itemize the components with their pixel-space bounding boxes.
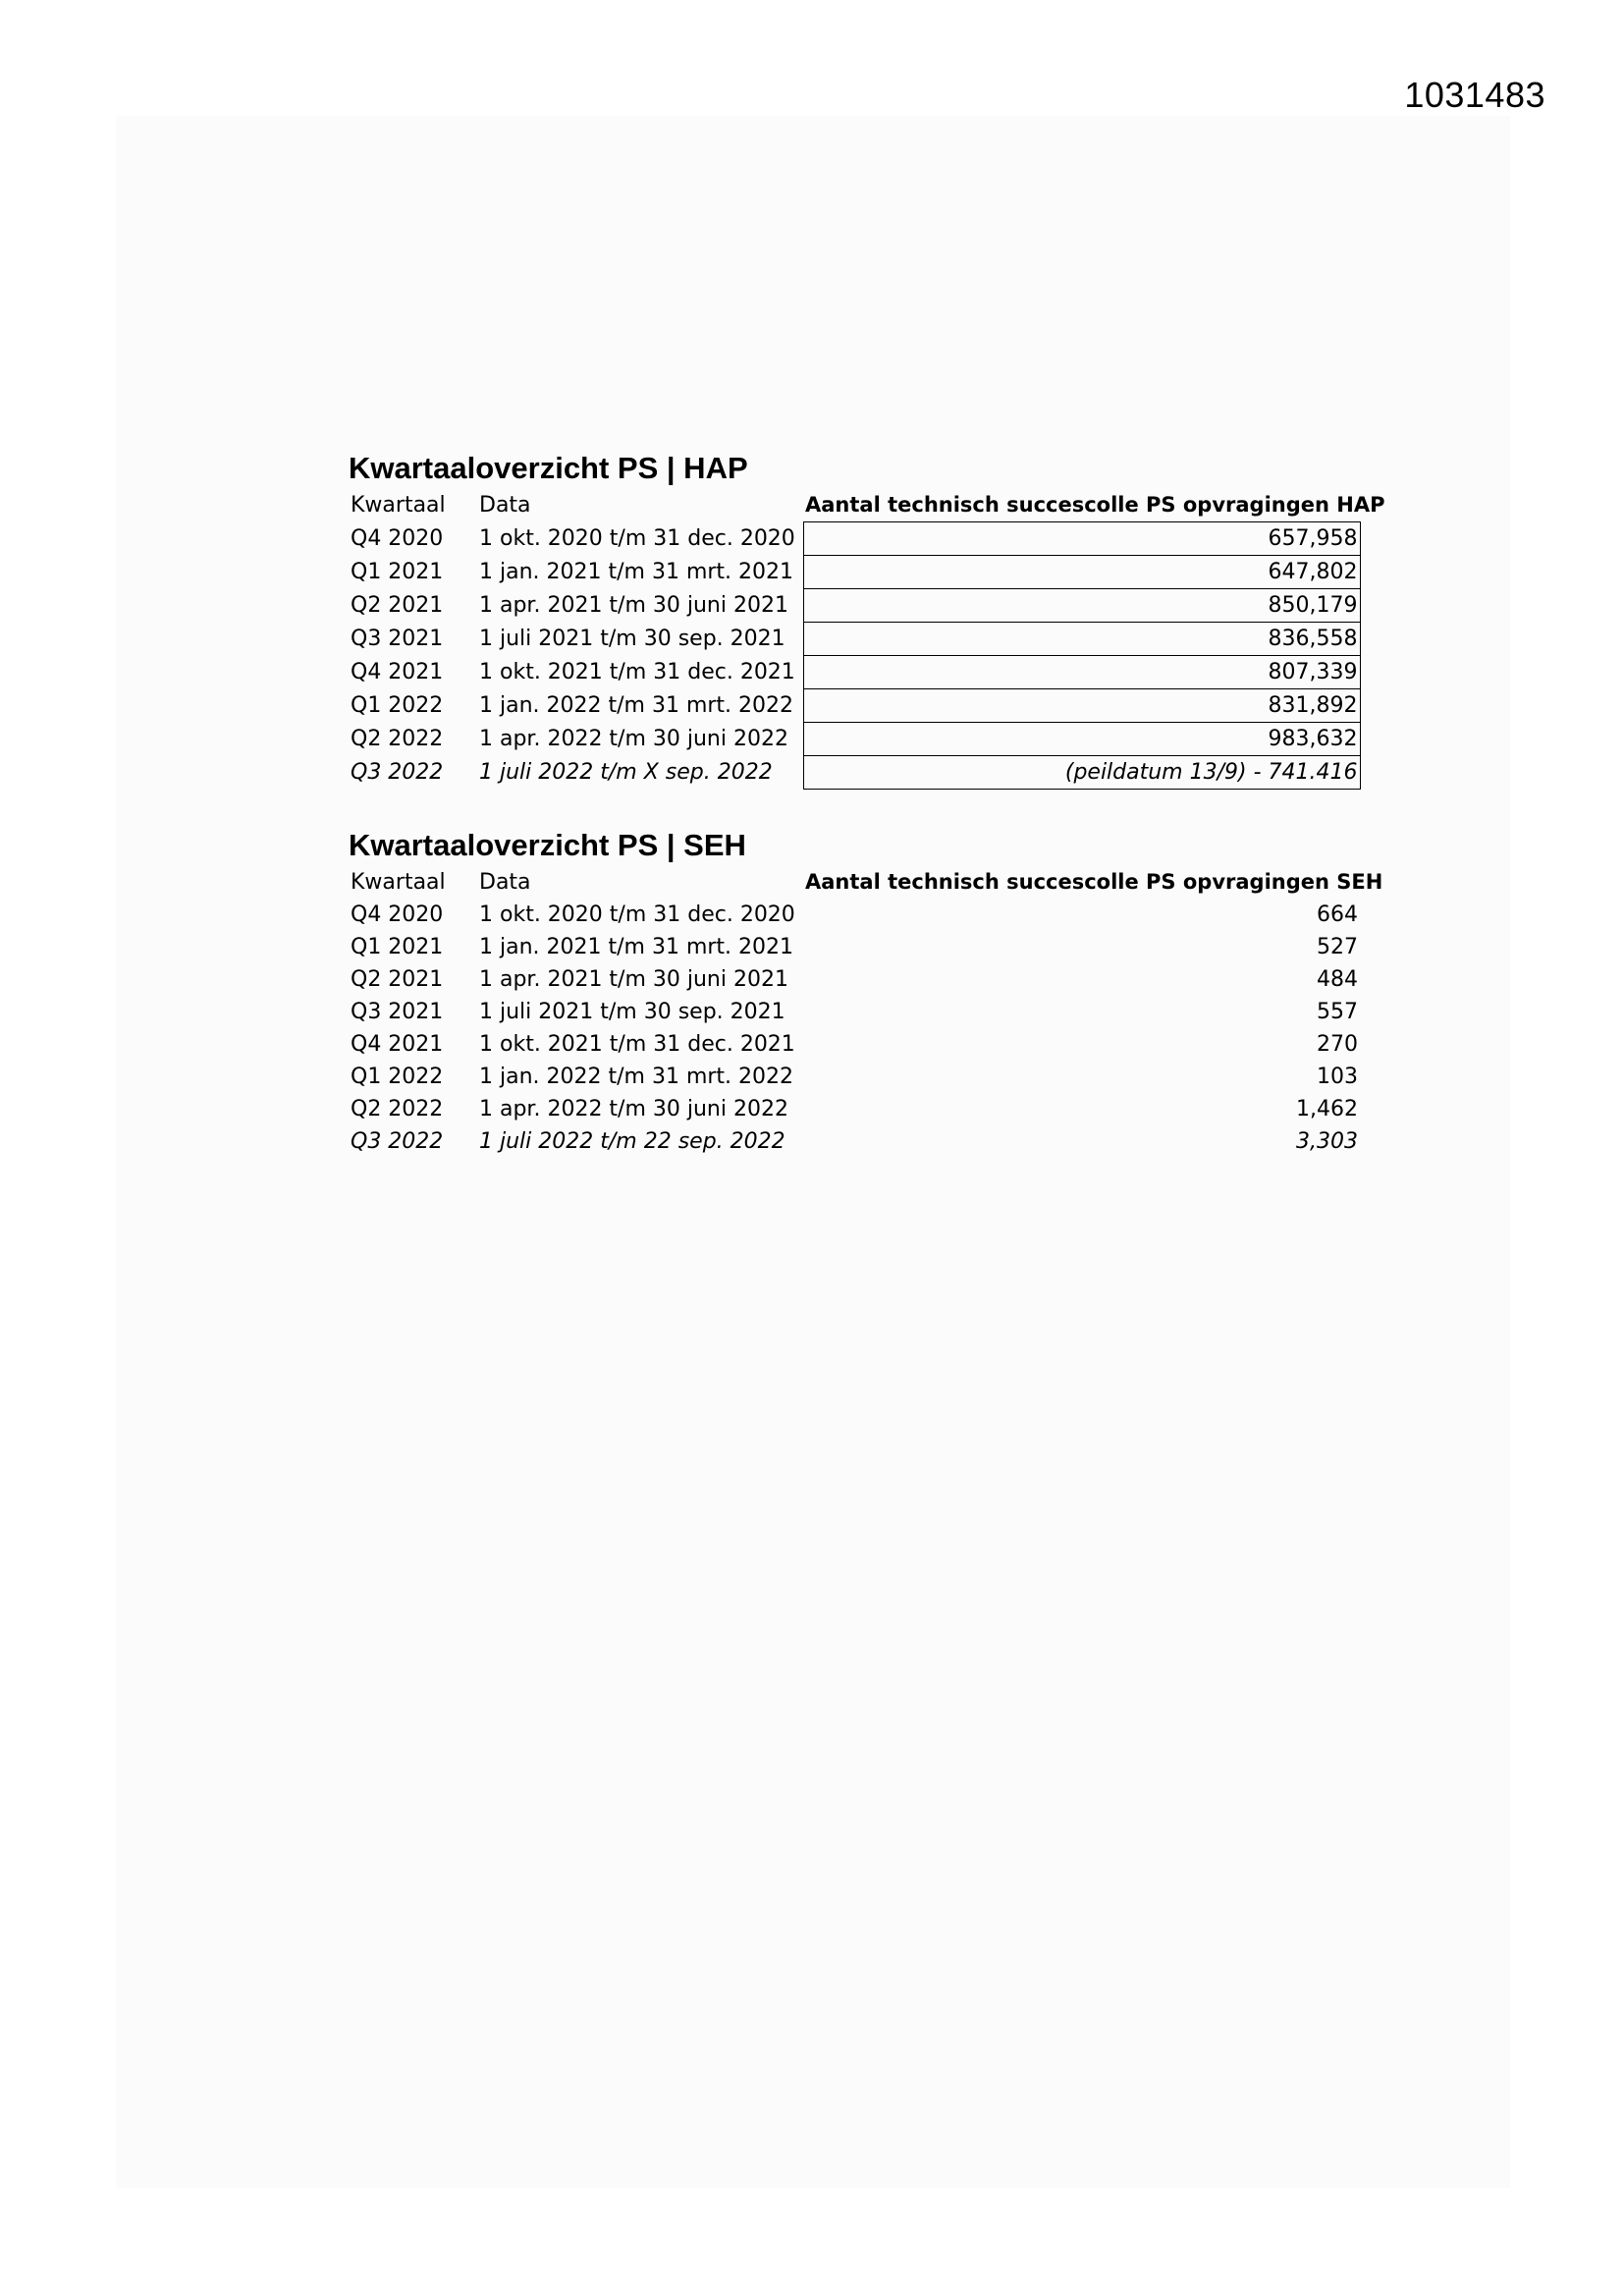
data-cell: 1 okt. 2021 t/m 31 dec. 2021 bbox=[479, 660, 795, 684]
data-cell: 1 juli 2022 t/m 22 sep. 2022 bbox=[479, 1129, 785, 1154]
value-cell: 647,802 bbox=[803, 556, 1360, 589]
hap-header-data: Data bbox=[479, 493, 531, 519]
kwartaal-cell: Q4 2021 bbox=[351, 1032, 444, 1057]
data-cell: 1 jan. 2022 t/m 31 mrt. 2022 bbox=[479, 1065, 794, 1089]
hap-section-title: Kwartaaloverzicht PS | HAP bbox=[349, 451, 748, 485]
kwartaal-cell: Q4 2020 bbox=[351, 902, 444, 927]
table-row bbox=[349, 756, 1360, 790]
data-cell: 1 jan. 2022 t/m 31 mrt. 2022 bbox=[479, 693, 794, 718]
value-cell: 527 bbox=[1317, 935, 1358, 959]
value-cell: 1,462 bbox=[1296, 1097, 1358, 1121]
table-row bbox=[349, 522, 1360, 556]
kwartaal-cell: Q1 2022 bbox=[351, 1065, 444, 1089]
table-row bbox=[349, 589, 1360, 623]
data-cell: 1 juli 2021 t/m 30 sep. 2021 bbox=[479, 1000, 785, 1024]
value-cell: 836,558 bbox=[803, 623, 1360, 656]
kwartaal-cell: Q3 2022 bbox=[351, 1129, 444, 1154]
table-row bbox=[349, 1125, 1360, 1158]
seh-section-title: Kwartaaloverzicht PS | SEH bbox=[349, 828, 746, 862]
data-cell: 1 jan. 2021 t/m 31 mrt. 2021 bbox=[479, 560, 794, 584]
kwartaal-cell: Q2 2021 bbox=[351, 967, 444, 992]
data-cell: 1 juli 2022 t/m X sep. 2022 bbox=[479, 760, 773, 785]
document-number: 1031483 bbox=[1404, 75, 1545, 115]
value-cell: 557 bbox=[1317, 1000, 1358, 1024]
value-cell: 664 bbox=[1317, 902, 1358, 927]
table-row bbox=[349, 623, 1360, 656]
seh-header-data: Data bbox=[479, 870, 531, 895]
seh-header-kwartaal: Kwartaal bbox=[351, 870, 446, 895]
kwartaal-cell: Q2 2022 bbox=[351, 1097, 444, 1121]
data-cell: 1 apr. 2022 t/m 30 juni 2022 bbox=[479, 1097, 788, 1121]
data-cell: 1 jan. 2021 t/m 31 mrt. 2021 bbox=[479, 935, 794, 959]
kwartaal-cell: Q3 2021 bbox=[351, 627, 444, 651]
hap-header-row bbox=[349, 489, 1360, 522]
table-row bbox=[349, 996, 1360, 1028]
table-row bbox=[349, 931, 1360, 963]
data-cell: 1 okt. 2021 t/m 31 dec. 2021 bbox=[479, 1032, 795, 1057]
value-cell: (peildatum 13/9) - 741.416 bbox=[803, 756, 1360, 790]
value-cell: 807,339 bbox=[803, 656, 1360, 689]
table-row bbox=[349, 899, 1360, 931]
data-cell: 1 apr. 2021 t/m 30 juni 2021 bbox=[479, 967, 788, 992]
value-cell: 850,179 bbox=[803, 589, 1360, 623]
hap-section bbox=[349, 448, 1385, 790]
seh-header-value: Aantal technisch succescolle PS opvragingen SEH bbox=[805, 870, 1383, 894]
table-row bbox=[349, 656, 1360, 689]
value-cell: 3,303 bbox=[1296, 1129, 1358, 1154]
table-row bbox=[349, 1028, 1360, 1061]
kwartaal-cell: Q1 2022 bbox=[351, 693, 444, 718]
value-cell: 484 bbox=[1317, 967, 1358, 992]
table-row bbox=[349, 556, 1360, 589]
table-row bbox=[349, 723, 1360, 756]
data-cell: 1 apr. 2021 t/m 30 juni 2021 bbox=[479, 593, 788, 618]
value-cell: 983,632 bbox=[803, 723, 1360, 756]
value-cell: 270 bbox=[1317, 1032, 1358, 1057]
data-cell: 1 apr. 2022 t/m 30 juni 2022 bbox=[479, 727, 788, 751]
table-row bbox=[349, 689, 1360, 723]
kwartaal-cell: Q2 2022 bbox=[351, 727, 444, 751]
kwartaal-cell: Q1 2021 bbox=[351, 560, 444, 584]
seh-table bbox=[349, 866, 1383, 1158]
value-cell: 657,958 bbox=[803, 522, 1360, 556]
kwartaal-cell: Q2 2021 bbox=[351, 593, 444, 618]
data-cell: 1 okt. 2020 t/m 31 dec. 2020 bbox=[479, 902, 795, 927]
value-cell: 103 bbox=[1317, 1065, 1358, 1089]
table-row bbox=[349, 1061, 1360, 1093]
kwartaal-cell: Q4 2020 bbox=[351, 526, 444, 551]
hap-header-value: Aantal technisch succescolle PS opvragingen HAP bbox=[805, 493, 1385, 517]
kwartaal-cell: Q1 2021 bbox=[351, 935, 444, 959]
kwartaal-cell: Q3 2021 bbox=[351, 1000, 444, 1024]
seh-section bbox=[349, 825, 1383, 1158]
value-cell: 831,892 bbox=[803, 689, 1360, 723]
hap-table bbox=[349, 489, 1385, 790]
kwartaal-cell: Q4 2021 bbox=[351, 660, 444, 684]
seh-header-row bbox=[349, 866, 1360, 899]
table-row bbox=[349, 963, 1360, 996]
table-row bbox=[349, 1093, 1360, 1125]
kwartaal-cell: Q3 2022 bbox=[351, 760, 444, 785]
data-cell: 1 juli 2021 t/m 30 sep. 2021 bbox=[479, 627, 785, 651]
data-cell: 1 okt. 2020 t/m 31 dec. 2020 bbox=[479, 526, 795, 551]
hap-header-kwartaal: Kwartaal bbox=[351, 493, 446, 519]
